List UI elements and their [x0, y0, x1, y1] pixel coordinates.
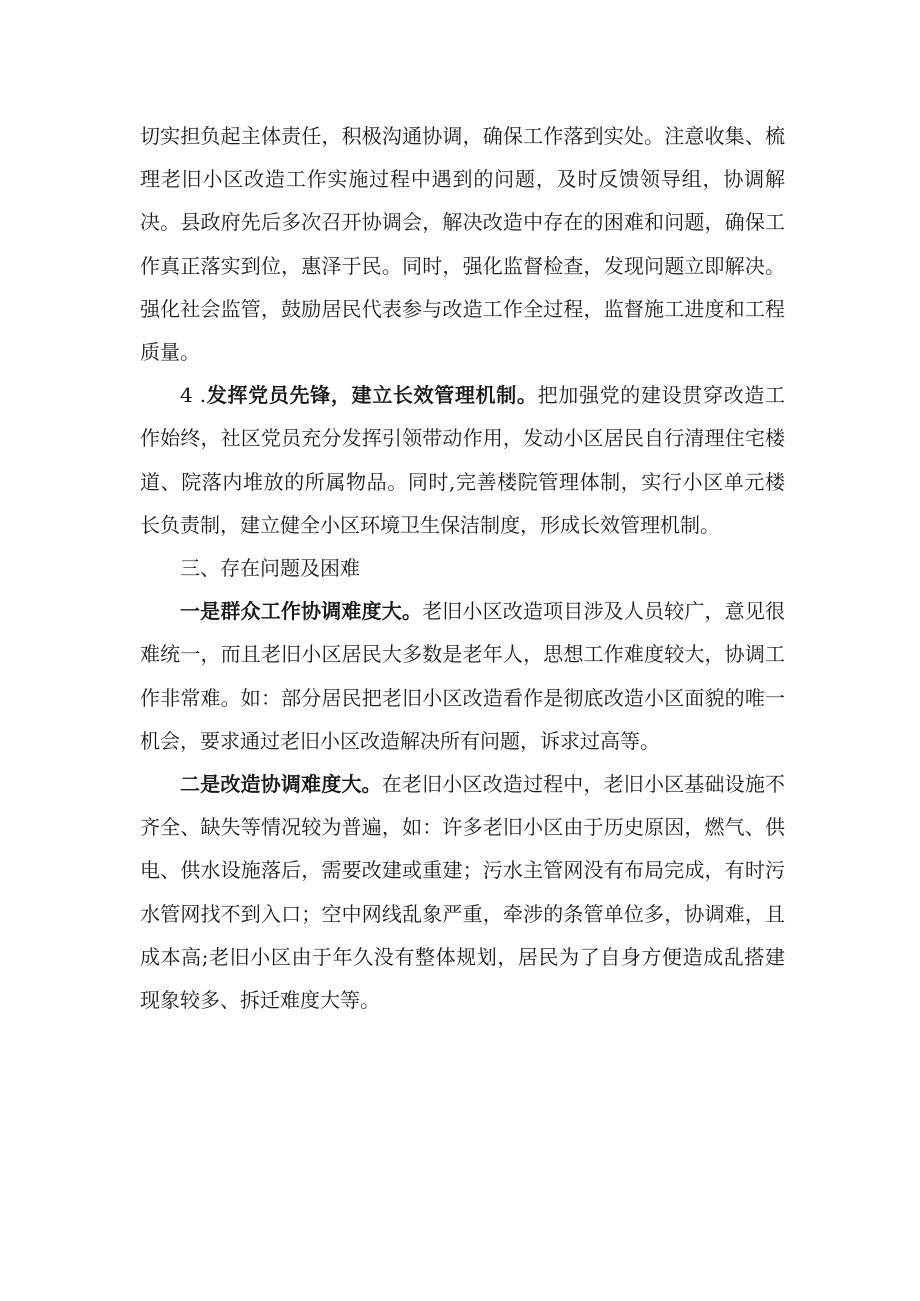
problem-1-title: 一是群众工作协调难度大。 — [180, 599, 423, 624]
problem-2-body: 在老旧小区改造过程中，老旧小区基础设施不齐全、缺失等情况较为普遍，如：许多老旧小区由于历史原因，燃气、供电、供水设施落后，需要改建或重建；污水主管网没有布局完成，有时污水管网找不到入口；空中网线乱象严重，牵涉的条管单位多，协调难，且成本高;老旧小区由于年久没有整体规划，居民为了自身方便造成乱搭建现象较多、拆迁难度大等。 — [140, 772, 786, 1013]
item-4-body: 把加强党的建设贯穿改造工作始终，社区党员充分发挥引领带动作用，发动小区居民自行清理住宅楼道、院落内堆放的所属物品。同时,完善楼院管理体制，实行小区单元楼长负责制，建立健全小区环境卫生保洁制度，形成长效管理机制。 — [140, 383, 786, 537]
paragraph-continuation: 切实担负起主体责任，积极沟通协调，确保工作落到实处。注意收集、梳理老旧小区改造工作实施过程中遇到的问题，及时反馈领导组，协调解决。县政府先后多次召开协调会，解决改造中存在的困难和问题，确保工作真正落实到位，惠泽于民。同时，强化监督检查，发现问题立即解决。强化社会监管，鼓励居民代表参与改造工作全过程，监督施工进度和工程质量。 — [140, 124, 785, 365]
paragraph-problem-1 — [140, 590, 785, 763]
problem-2-title: 二是改造协调难度大。 — [180, 772, 382, 797]
section-3-heading: 三、存在问题及困难 — [180, 556, 360, 581]
problem-1-body: 老旧小区改造项目涉及人员较广，意见很难统一，而且老旧小区居民大多数是老年人，思想工作难度较大，协调工作非常难。如：部分居民把老旧小区改造看作是彻底改造小区面貌的唯一机会，要求通过老旧小区改造解决所有问题，诉求过高等。 — [140, 599, 786, 753]
paragraph-problem-2 — [140, 763, 785, 1022]
document-page — [140, 115, 785, 1022]
item-4-number: 4 . — [180, 383, 207, 408]
item-4-title: 发挥党员先锋，建立长效管理机制。 — [206, 383, 538, 408]
paragraph-item-4 — [140, 374, 785, 547]
